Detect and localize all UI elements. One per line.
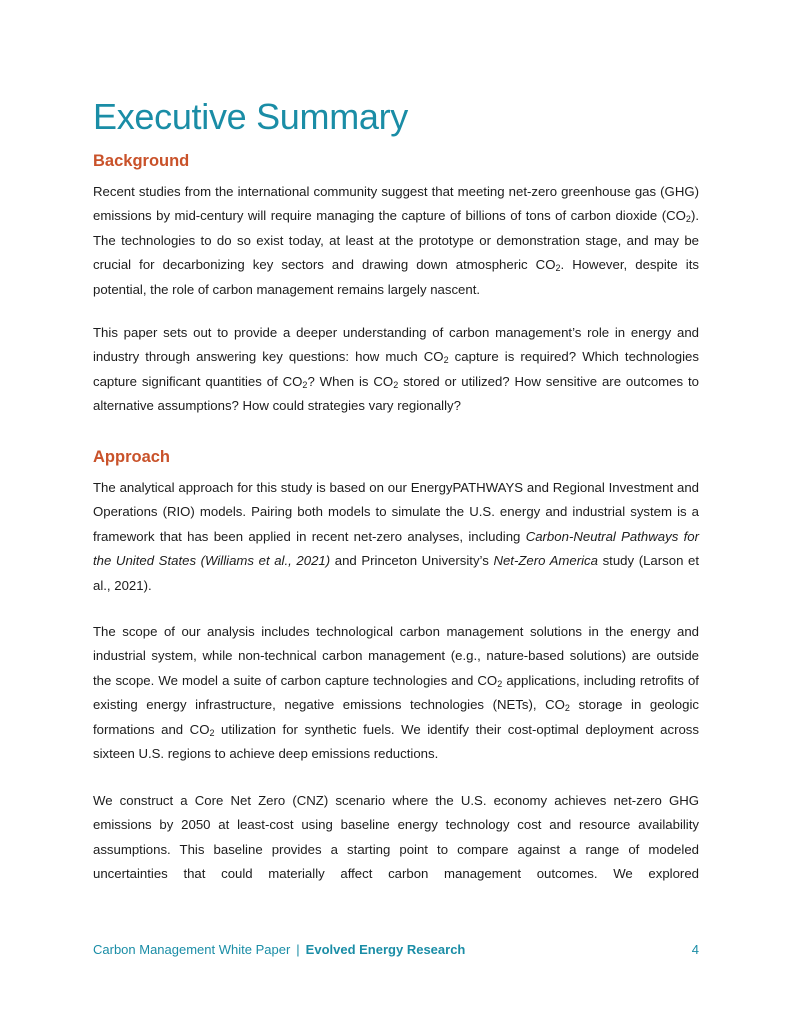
footer-separator: | <box>296 942 300 957</box>
page-title: Executive Summary <box>93 96 408 137</box>
paragraph-approach-1: The analytical approach for this study is based on our EnergyPATHWAYS and Regional Investment and Operations (RIO) models. Pairing both models to simulate the U.S. energy and industrial system is a framework that has been applied in recent net-zero analyses, including Carbon-Neutral Pathways for the United States (Williams et al., 2021) and Princeton University’s Net-Zero America study (Larson et al., 2021). <box>93 480 700 593</box>
footer-doc-name: Carbon Management White Paper <box>93 942 291 957</box>
paragraph-approach-3: We construct a Core Net Zero (CNZ) scenario where the U.S. economy achieves net-zero GHG emissions by 2050 at least-cost using baseline energy technology cost and resource availability assumptions. This baseline provides a starting point to compare against a range of modeled uncertainties that could materially affect carbon management outcomes. We explored <box>93 793 699 882</box>
paragraph-background-2: This paper sets out to provide a deeper understanding of carbon management’s role in energy and industry through answering key questions: how much $CO_2$ capture is required? Which technologies capture significant quantities of $CO_2$? When is $CO_2$ stored or utilized? How sensitive are outcomes to alternative assumptions? How could strategies vary regionally? <box>93 325 699 414</box>
footer-organization: Evolved Energy Research <box>305 942 466 957</box>
section-heading-approach: Approach <box>93 448 171 466</box>
page-number: 4 <box>691 942 699 957</box>
paragraph-background-1: Recent studies from the international community suggest that meeting net-zero greenhouse gas (GHG) emissions by mid-century will require managing the capture of billions of tons of carbon dioxide $(CO_2)$. The technologies to do so exist today, at least at the prototype or demonstration stage, and may be crucial for decarbonizing key sectors and drawing down atmospheric $CO_2$. However, despite its potential, the role of carbon management remains largely nascent. <box>93 184 699 297</box>
paragraph-approach-2: The scope of our analysis includes technological carbon management solutions in the energy and industrial system, while non-technical carbon management (e.g., nature-based solutions) are outside the scope. We model a suite of carbon capture technologies and $CO_2$ applications, including retrofits of existing energy infrastructure, negative emissions technologies (NETs), $CO_2$ storage in geologic formations and $CO_2$ utilization for synthetic fuels. We identify their cost-optimal deployment across sixteen U.S. regions to achieve deep emissions reductions. <box>93 624 699 762</box>
page-footer <box>93 942 699 957</box>
section-heading-background: Background <box>93 152 190 170</box>
